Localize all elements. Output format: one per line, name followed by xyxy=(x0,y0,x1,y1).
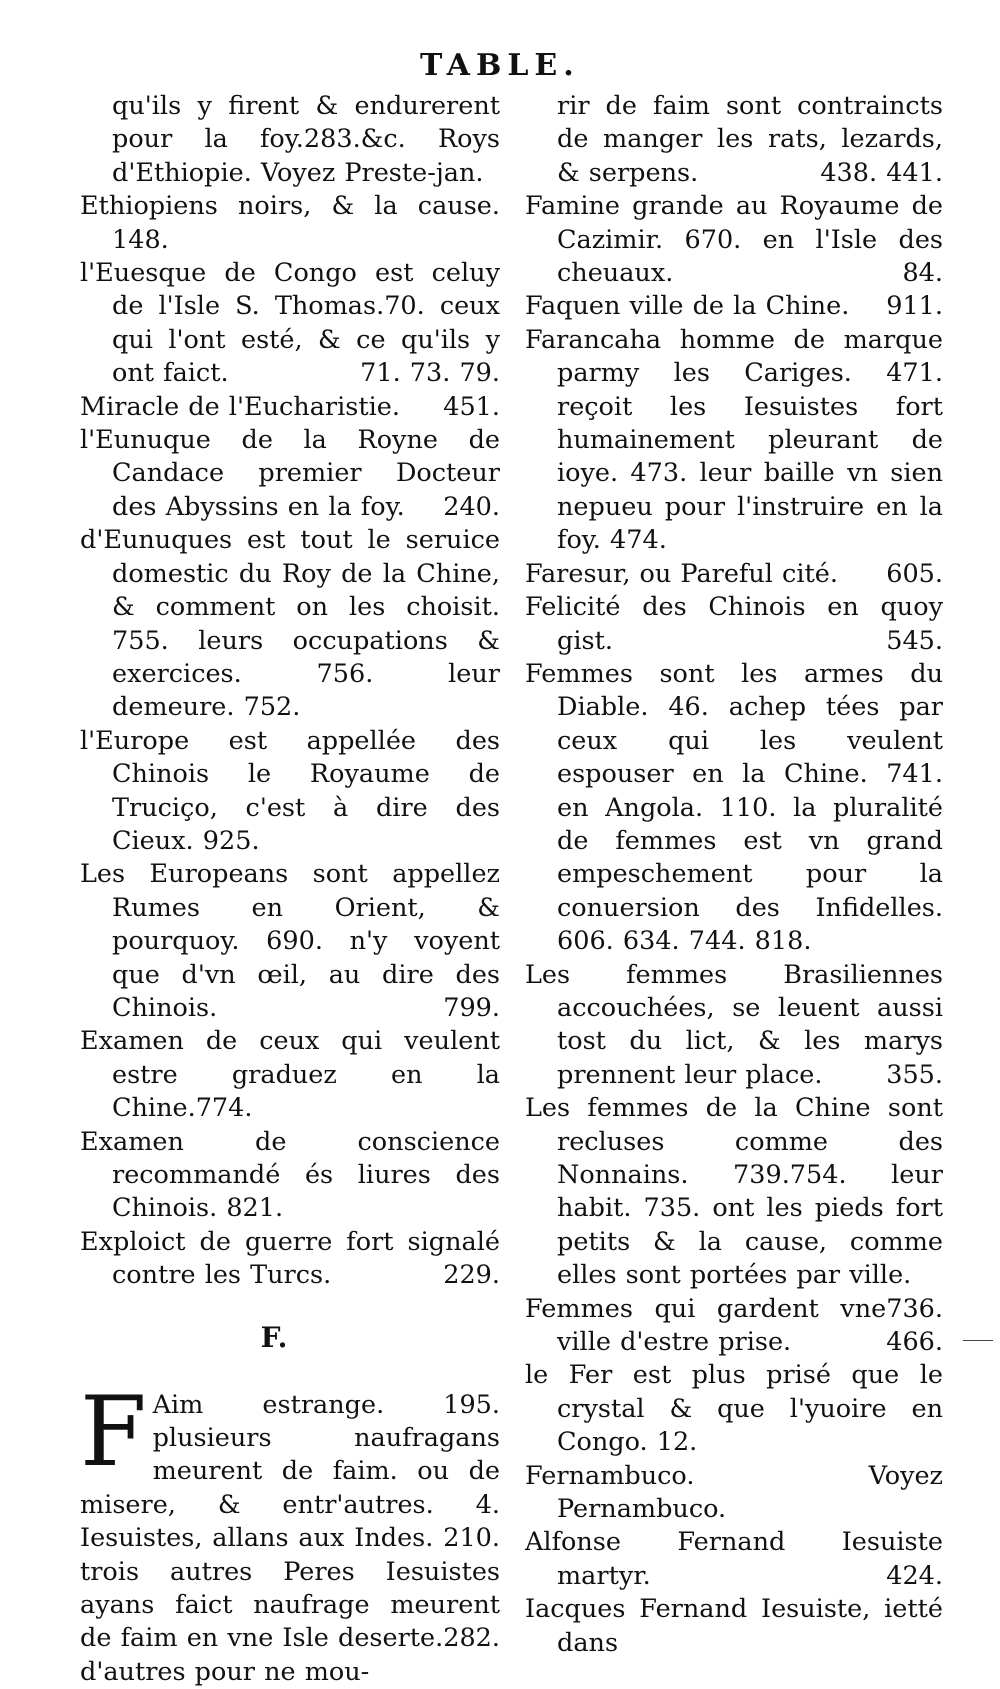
index-entry xyxy=(525,1293,943,1360)
index-entry xyxy=(525,658,943,959)
dropcap-entry-text: Aim estrange. 195. plusieurs naufragans meurent de faim. ou de misere, & entr'autres. 4. Iesuistes, allans aux Indes. 210. trois autres Peres Iesuistes ayans faict naufrage meurent de faim en vne Isle deserte.282. d'autres pour ne mou- xyxy=(80,1389,500,1687)
entry-text: Iacques Fernand Iesuiste, ietté dans xyxy=(525,1594,943,1658)
entry-text: Femmes sont les armes du Diable. 46. achep tées par ceux qui les veulent espouser en la Chine. 741. en Angola. 110. la pluralité de femmes est vn grand empeschement pour la conuersion des Infidelles. 606. 634. 744. 818. xyxy=(525,658,943,957)
entry-text: Examen de ceux qui veulent estre graduez en la Chine.774. xyxy=(80,1026,500,1124)
entry-text: rir de faim sont contraincts de manger les rats, lezards, & serpens. xyxy=(557,91,943,188)
right-column xyxy=(525,90,943,1660)
entry-text: l'Euesque de Congo est celuy de l'Isle S. Thomas.70. ceux qui l'ont esté, & ce qu'ils y ont faict. xyxy=(80,258,500,389)
index-entry xyxy=(80,725,500,859)
entry-text: Miracle de l'Eucharistie. xyxy=(80,391,400,422)
entry-text: Farancaha homme de marque parmy les Cariges. 471. reçoit les Iesuistes fort humainement pleurant de ioye. 473. leur baille vn sien nepueu pour l'instruire en la foy. 474. xyxy=(525,324,943,556)
page-reference: 911. xyxy=(886,291,943,322)
page-reference: 229. xyxy=(443,1260,500,1291)
index-entry xyxy=(80,1226,500,1293)
page-reference: 424. xyxy=(886,1560,943,1591)
page-reference: 799. xyxy=(443,992,500,1023)
entry-text: Famine grande au Royaume de Cazimir. 670. en l'Isle des cheuaux. xyxy=(525,191,943,289)
index-entry xyxy=(525,90,943,190)
left-column xyxy=(80,90,500,1689)
left-entries xyxy=(80,90,500,1293)
index-entry xyxy=(80,90,500,190)
index-entry xyxy=(525,190,943,290)
dropcap-entry xyxy=(80,1375,500,1689)
entry-text: qu'ils y firent & endurerent pour la foy.283.&c. Roys d'Ethiopie. Voyez Preste-jan. xyxy=(112,91,500,188)
index-entry xyxy=(525,1526,943,1593)
index-entry xyxy=(80,190,500,257)
page-reference: 355. xyxy=(886,1059,943,1090)
index-entry xyxy=(525,1359,943,1459)
entry-text: le Fer est plus prisé que le crystal & que l'yuoire en Congo. 12. xyxy=(525,1360,943,1458)
entry-text: Exploict de guerre fort signalé contre les Turcs. xyxy=(80,1226,500,1291)
index-entry xyxy=(525,290,943,323)
index-entry xyxy=(80,1126,500,1226)
index-entry xyxy=(80,1025,500,1125)
entry-text: Femmes qui gardent vne ville d'estre prise. xyxy=(525,1293,887,1358)
right-entries xyxy=(525,90,943,1660)
index-entry xyxy=(80,391,500,424)
page-reference: 545. xyxy=(886,625,943,656)
entry-text: Faquen ville de la Chine. xyxy=(525,291,850,322)
entry-text: Les femmes Brasiliennes accouchées, se leuent aussi tost du lict, & les marys prennent leur place. xyxy=(525,959,943,1090)
entry-text: Les Europeans sont appellez Rumes en Orient, & pourquoy. 690. n'y voyent que d'vn œil, au dire des Chinois. xyxy=(80,859,500,1023)
index-entry xyxy=(525,1460,943,1527)
index-entry xyxy=(80,424,500,524)
index-entry xyxy=(525,959,943,1093)
entry-text: Ethiopiens noirs, & la cause. 148. xyxy=(80,191,500,255)
entry-text: Faresur, ou Pareful cité. xyxy=(525,558,838,589)
index-entry xyxy=(525,1593,943,1660)
index-entry xyxy=(525,1092,943,1324)
page-reference: 451. xyxy=(443,391,500,422)
entry-text: Les femmes de la Chine sont recluses comme des Nonnains. 739.754. leur habit. 735. ont les pieds fort petits & la cause, comme elles sont portées par ville. xyxy=(525,1093,943,1291)
margin-dash xyxy=(963,1340,993,1341)
entry-text: Examen de conscience recommandé és liures des Chinois. 821. xyxy=(80,1126,500,1224)
entry-text: l'Europe est appellée des Chinois le Royaume de Truciço, c'est à dire des Cieux. 925. xyxy=(80,725,500,856)
section-letter-f: F. xyxy=(260,1320,288,1354)
drop-cap-letter: F xyxy=(80,1375,147,1488)
index-entry xyxy=(80,257,500,391)
page-reference: 736. xyxy=(886,1293,943,1324)
page-reference: 466. xyxy=(886,1327,943,1358)
page-reference: 240. xyxy=(443,491,500,522)
page-reference: 438. 441. xyxy=(820,157,943,188)
index-entry xyxy=(80,524,500,724)
index-entry xyxy=(525,591,943,658)
running-header: TABLE. xyxy=(420,48,580,83)
page-reference: 71. 73. 79. xyxy=(360,358,500,389)
index-entry xyxy=(80,858,500,1025)
entry-text: d'Eunuques est tout le seruice domestic du Roy de la Chine, & comment on les choisit. 755. leurs occupations & exercices. 756. leur demeure. 752. xyxy=(80,525,500,723)
entry-text: Felicité des Chinois en quoy gist. xyxy=(525,592,943,656)
entry-text: Alfonse Fernand Iesuiste martyr. xyxy=(525,1527,943,1591)
entry-text: l'Eunuque de la Royne de Candace premier Docteur des Abyssins en la foy. xyxy=(80,425,500,522)
index-entry xyxy=(525,324,943,558)
page-reference: 84. xyxy=(902,258,943,289)
entry-text: Fernambuco. Voyez Pernambuco. xyxy=(525,1460,943,1525)
page-reference: 605. xyxy=(886,558,943,589)
index-entry xyxy=(525,558,943,591)
